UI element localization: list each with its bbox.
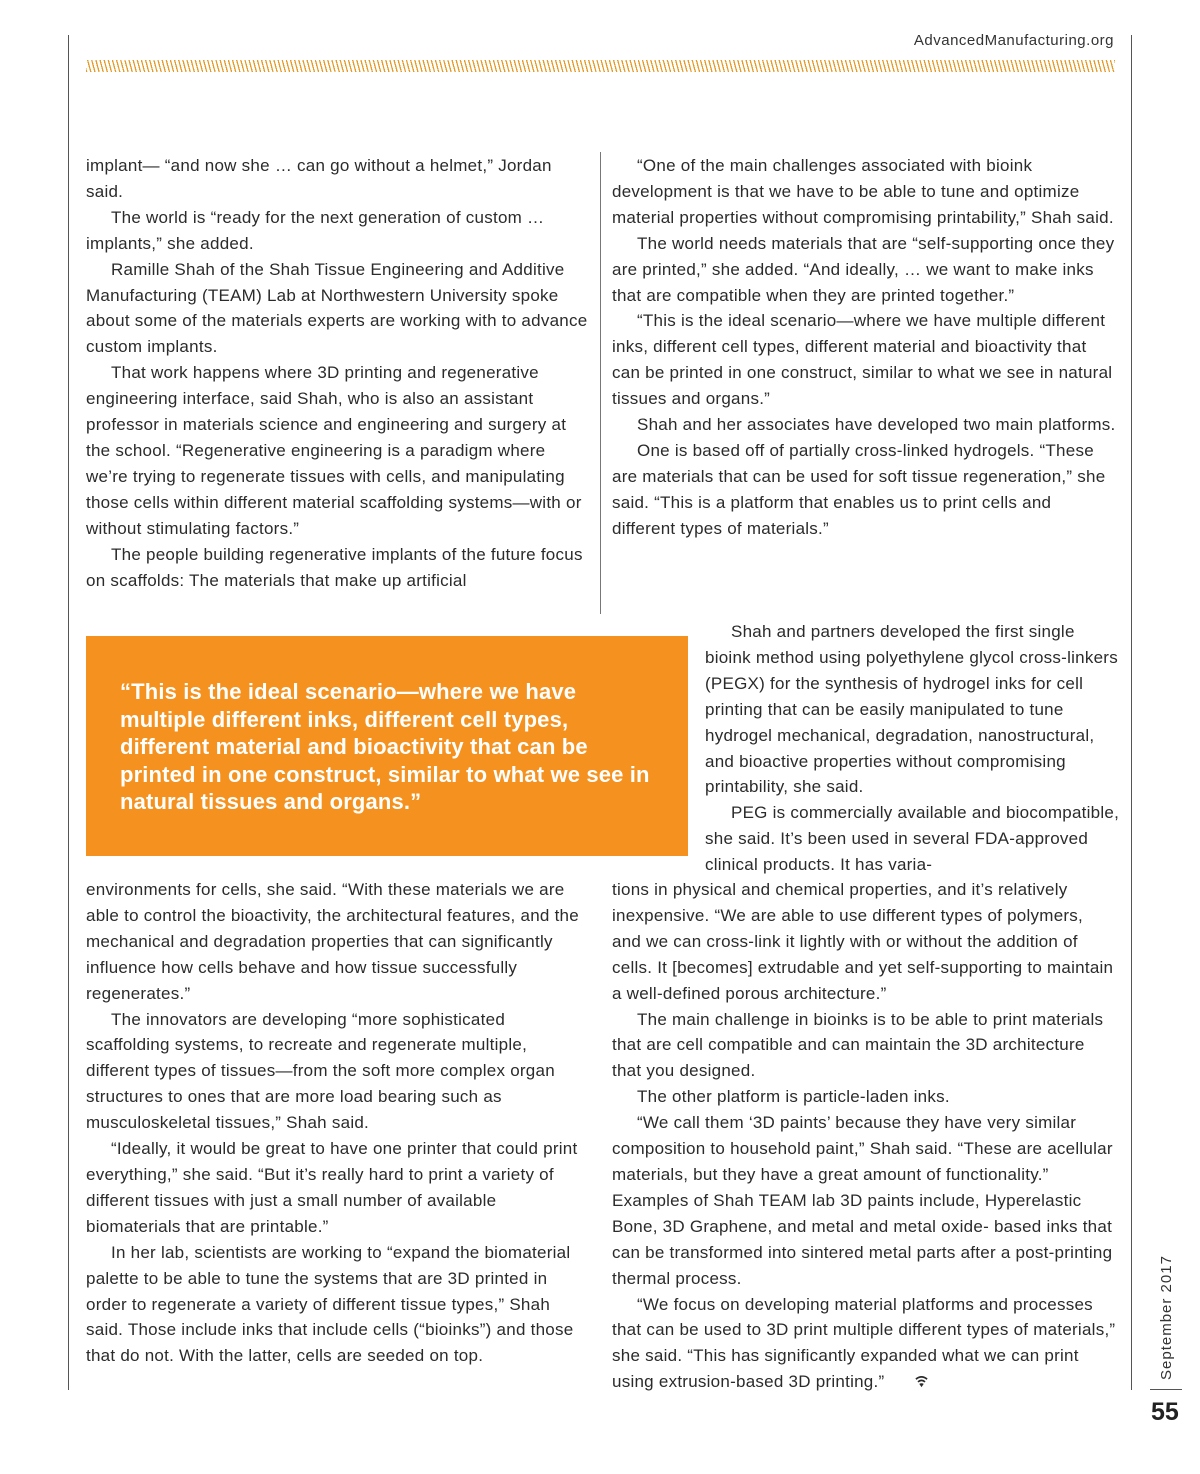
page-number: 55 — [1151, 1398, 1179, 1426]
pull-quote-text: “This is the ideal scenario—where we have multiple different inks, different cell types, different material and bioactivity that can be printed in one construct, similar to what we see in natural tissues and organs.” — [120, 679, 650, 814]
left-column-bottom — [86, 877, 591, 1369]
paragraph: implant— “and now she … can go without a helmet,” Jordan said. — [86, 156, 552, 201]
site-header: AdvancedManufacturing.org — [913, 32, 1114, 49]
wifi-signal-icon — [890, 1370, 928, 1396]
paragraph: That work happens where 3D printing and regenerative engineering interface, said Shah, who is also an assistant professor in materials science and engineering and surgery at the school. “Regenerative engineering is a paradigm where we’re trying to regenerate tissues with cells, and manipulating those cells within different material scaffolding systems—with or without stimulating factors.” — [86, 363, 582, 538]
right-column-narrow — [705, 619, 1120, 878]
right-margin-rule — [1131, 35, 1132, 1390]
paragraph: The people building regenerative implants of the future focus on scaffolds: The materials that make up artificial — [86, 544, 583, 590]
paragraph: “One of the main challenges associated with bioink development is that we have to be able to tune and optimize material properties without compromising printability,” Shah said. — [612, 156, 1114, 227]
paragraph: “This is the ideal scenario—where we have multiple different inks, different cell types, different material and bioactivity that can be printed in one construct, similar to what we see in natural tissues and organs.” — [612, 311, 1113, 409]
paragraph-text: “We focus on developing material platforms and processes that can be used to 3D print multiple different types of materials,” she said. “This has significantly expanded what we can print using extrusion-based 3D printing.” — [612, 1294, 1116, 1392]
paragraph: “We call them ‘3D paints’ because they have very similar composition to household paint,” Shah said. “These are acellular materials, but they have a great amount of functionality.” Examples of Shah TEAM lab 3D paints include, Hyperelastic Bone, 3D Graphene, and metal and metal oxide- based inks that can be transformed into sintered metal parts after a post-printing thermal process. — [612, 1113, 1113, 1288]
paragraph: The other platform is particle-laden inks. — [637, 1087, 950, 1107]
paragraph: Shah and her associates have developed two main platforms. — [637, 415, 1116, 435]
paragraph: environments for cells, she said. “With these materials we are able to control the bioactivity, the architectural features, and the mechanical and degradation properties that can significantly influence how cells behave and how tissue successfully regenerates.” — [86, 880, 579, 1003]
paragraph: In her lab, scientists are working to “expand the biomaterial palette to be able to tune the systems that are 3D printed in order to regenerate a variety of different tissue types,” Shah said. Those include inks that include cells (“bioinks”) and those that do not. With the latter, cells are seeded on top. — [86, 1242, 574, 1366]
right-column-bottom — [612, 877, 1117, 1396]
column-divider — [600, 152, 601, 614]
right-column-top — [612, 153, 1117, 542]
paragraph: “Ideally, it would be great to have one printer that could print everything,” she said. “But it’s really hard to print a variety of different tissues with just a small number of available biomaterials that are printable.” — [86, 1139, 578, 1236]
paragraph: tions in physical and chemical properties, and it’s relatively inexpensive. “We are able to use different types of polymers, and we can cross-link it lightly with or without the addition of cells. It [becomes] extrudable and yet self-supporting to maintain a well-defined porous architecture.” — [612, 880, 1114, 1003]
paragraph: PEG is commercially available and biocompatible, she said. It’s been used in several FDA-approved clinical products. It has varia- — [705, 803, 1120, 875]
paragraph: The main challenge in bioinks is to be able to print materials that are cell compatible and can maintain the 3D architecture that you designed. — [612, 1009, 1104, 1081]
issue-date: September 2017 — [1158, 1255, 1175, 1380]
paragraph — [612, 1292, 1117, 1397]
pull-quote-box — [86, 636, 688, 856]
paragraph: Shah and partners developed the first single bioink method using polyethylene glycol cross-linkers (PEGX) for the synthesis of hydrogel inks for cell printing that can be easily manipulated to tune hydrogel mechanical, degradation, nanostructural, and bioactive properties without compromising printability, she said. — [705, 622, 1118, 797]
paragraph: The innovators are developing “more sophisticated scaffolding systems, to recreate and regenerate multiple, different types of tissues—from the soft more complex organ structures to ones that are more load bearing such as musculoskeletal tissues,” Shah said. — [86, 1009, 555, 1133]
header-hatch-band — [86, 60, 1115, 72]
paragraph: Ramille Shah of the Shah Tissue Engineering and Additive Manufacturing (TEAM) Lab at Northwestern University spoke about some of the materials experts are working with to advance custom implants. — [86, 259, 588, 357]
left-margin-rule — [68, 35, 69, 1390]
left-column-top — [86, 153, 589, 593]
paragraph: The world needs materials that are “self-supporting once they are printed,” she added. “And ideally, … we want to make inks that are compatible when they are printed together.” — [612, 233, 1115, 305]
page-number-rule — [1150, 1389, 1182, 1390]
paragraph: One is based off of partially cross-linked hydrogels. “These are materials that can be used for soft tissue regeneration,” she said. “This is a platform that enables us to print cells and different types of materials.” — [612, 440, 1106, 538]
paragraph: The world is “ready for the next generation of custom … implants,” she added. — [86, 207, 545, 253]
